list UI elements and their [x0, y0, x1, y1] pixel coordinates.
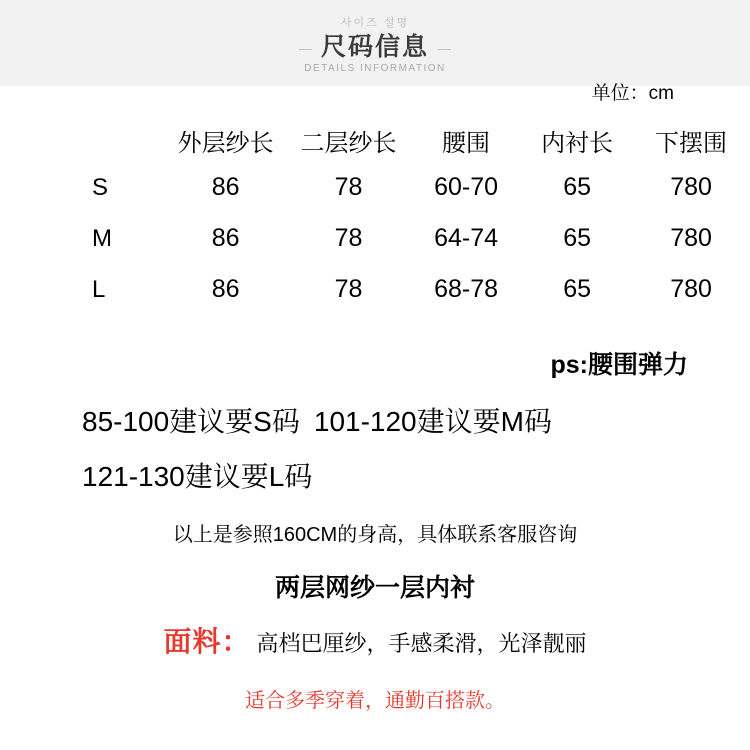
- cell-hem: 780: [670, 224, 712, 252]
- header: [0, 0, 750, 75]
- fabric-row: [0, 620, 750, 660]
- table-header-row: [0, 118, 750, 162]
- header-korean-text: 사이즈 설명: [340, 17, 410, 29]
- recommend-s: 85-100建议要S码: [82, 406, 300, 437]
- size-recommendation-line-2: 121-130建议要L码: [82, 461, 313, 492]
- cell-second-layer-length: 78: [334, 173, 363, 201]
- header-subtitle: DETAILS INFORMATION: [304, 63, 446, 74]
- fabric-label: 面料：: [163, 626, 251, 657]
- size-recommendation-line-1: [82, 400, 552, 440]
- cell-lining-length: 65: [563, 173, 592, 201]
- cell-outer-length: 86: [211, 275, 240, 303]
- cell-hem: 780: [670, 275, 712, 303]
- height-reference-note: 以上是参照160CM的身高，具体联系客服咨询: [172, 524, 578, 546]
- row-size-label: M: [92, 224, 112, 252]
- header-title-wrapper: [321, 33, 429, 62]
- cell-waist: 64-74: [434, 224, 499, 252]
- table-row: [0, 162, 750, 213]
- row-size-label: S: [92, 173, 109, 201]
- cell-lining-length: 65: [563, 224, 592, 252]
- cell-hem: 780: [670, 173, 712, 201]
- season-note: 适合多季穿着，通勤百搭款。: [245, 690, 505, 712]
- layer-structure-note: 两层网纱一层内衬: [274, 574, 475, 602]
- recommend-m: 101-120建议要M码: [313, 406, 552, 437]
- cell-second-layer-length: 78: [334, 275, 363, 303]
- page-title: 尺码信息: [320, 33, 429, 61]
- unit-label: 单位：cm: [591, 83, 674, 104]
- cell-outer-length: 86: [211, 173, 240, 201]
- table-header-second-layer-length: 二层纱长: [300, 129, 397, 157]
- table-row: [0, 264, 750, 315]
- table-header-lining-length: 内衬长: [541, 129, 614, 157]
- table-header-blank: [0, 118, 164, 162]
- cell-waist: 68-78: [434, 275, 499, 303]
- table-row: [0, 213, 750, 264]
- fabric-value: 高档巴厘纱，手感柔滑，光泽靓丽: [256, 631, 587, 656]
- table-header-outer-length: 外层纱长: [177, 129, 274, 157]
- row-size-label: L: [92, 275, 106, 303]
- size-table: [0, 118, 750, 315]
- cell-lining-length: 65: [563, 275, 592, 303]
- cell-waist: 60-70: [434, 173, 499, 201]
- table-header-hem: 下摆围: [655, 129, 728, 157]
- table-header-waist: 腰围: [442, 129, 491, 157]
- cell-second-layer-length: 78: [334, 224, 363, 252]
- waist-elastic-note: ps:腰围弹力: [550, 351, 688, 379]
- cell-outer-length: 86: [211, 224, 240, 252]
